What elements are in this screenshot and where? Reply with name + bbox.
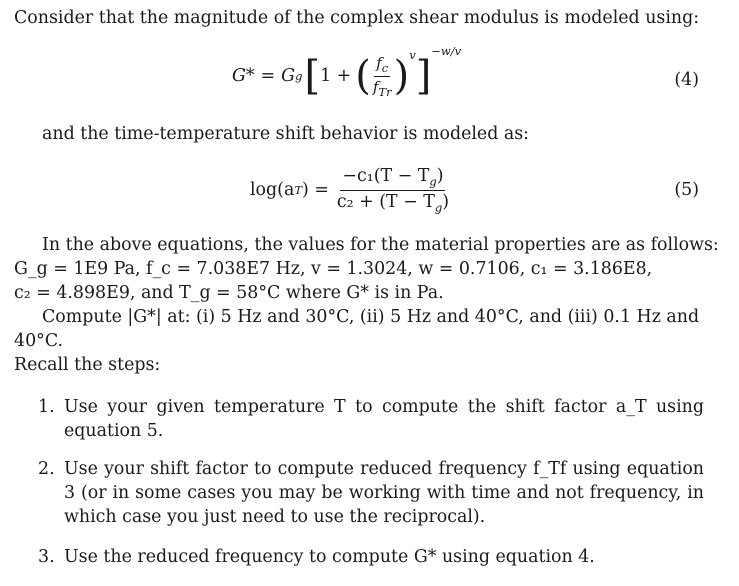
eq4-frac-den-sub: Tr xyxy=(378,84,392,99)
eq4-inner-exp: v xyxy=(409,48,416,62)
eq4-lhs: G* xyxy=(232,66,255,86)
eq5-lhs-sub: T xyxy=(294,183,302,197)
eq4-right-paren: ) xyxy=(393,53,410,99)
eq4-one-plus: 1 + xyxy=(320,66,352,86)
eq4-number: (4) xyxy=(674,70,699,90)
compute-line-2: 40°C. xyxy=(14,331,64,351)
step-number: 2. xyxy=(38,459,55,479)
eq4-right-bracket: ] xyxy=(415,53,432,99)
eq5-num: −c₁(T − T xyxy=(342,166,430,187)
eq5-den-end: ) xyxy=(442,191,450,212)
eq5-number: (5) xyxy=(674,180,699,200)
eq4-left-bracket: [ xyxy=(304,53,321,99)
shift-intro-text: and the time-temperature shift behavior is modeled as: xyxy=(42,124,530,144)
recall-heading: Recall the steps: xyxy=(14,355,161,375)
list-item xyxy=(38,457,704,529)
list-item xyxy=(38,395,704,443)
eq5-den-sub: g xyxy=(434,199,443,214)
step-text: Use the reduced frequency to compute G* using equation 4. xyxy=(64,547,595,567)
eq4-frac-den: f xyxy=(372,77,379,96)
props-line-2: G_g = 1E9 Pa, f_c = 7.038E7 Hz, v = 1.3024, w = 0.7106, c₁ = 3.186E8, xyxy=(14,259,653,279)
eq4-gg: G xyxy=(281,66,296,86)
intro-text: Consider that the magnitude of the complex shear modulus is modeled using: xyxy=(14,8,700,28)
props-line-1: In the above equations, the values for the material properties are as follows: xyxy=(42,235,719,255)
eq5-den: c₂ + (T − T xyxy=(336,191,435,212)
step-number: 3. xyxy=(38,547,55,567)
compute-line-1: Compute |G*| at: (i) 5 Hz and 30°C, (ii) 5 Hz and 40°C, and (iii) 0.1 Hz and xyxy=(42,307,700,327)
eq4-fraction xyxy=(371,54,394,99)
eq5-lhs: log(a xyxy=(250,180,295,200)
eq5-num-sub: g xyxy=(429,174,437,189)
equation-4 xyxy=(232,46,461,106)
eq5-lhs-end: ) = xyxy=(302,180,329,200)
eq4-outer-exp: −w/v xyxy=(431,44,462,58)
equation-5 xyxy=(250,162,451,218)
eq5-num-end: ) xyxy=(436,166,444,187)
eq4-frac-num-sub: c xyxy=(381,60,389,75)
eq4-gg-sub: g xyxy=(295,69,303,83)
step-number: 1. xyxy=(38,397,55,417)
list-item xyxy=(38,545,704,569)
eq4-left-paren: ( xyxy=(355,53,371,99)
eq4-frac-num: f xyxy=(376,53,382,72)
eq4-equals: = xyxy=(260,66,276,86)
eq5-fraction xyxy=(335,166,451,214)
props-line-3: c₂ = 4.898E9, and T_g = 58°C where G* is in Pa. xyxy=(14,283,444,303)
step-text: Use your shift factor to compute reduced frequency f_Tf using equation 3 (or in some cases you may be working with time and not frequency, in which case you just need to use the reciprocal). xyxy=(64,459,704,527)
step-text: Use your given temperature T to compute the shift factor a_T using equation 5. xyxy=(64,397,704,441)
